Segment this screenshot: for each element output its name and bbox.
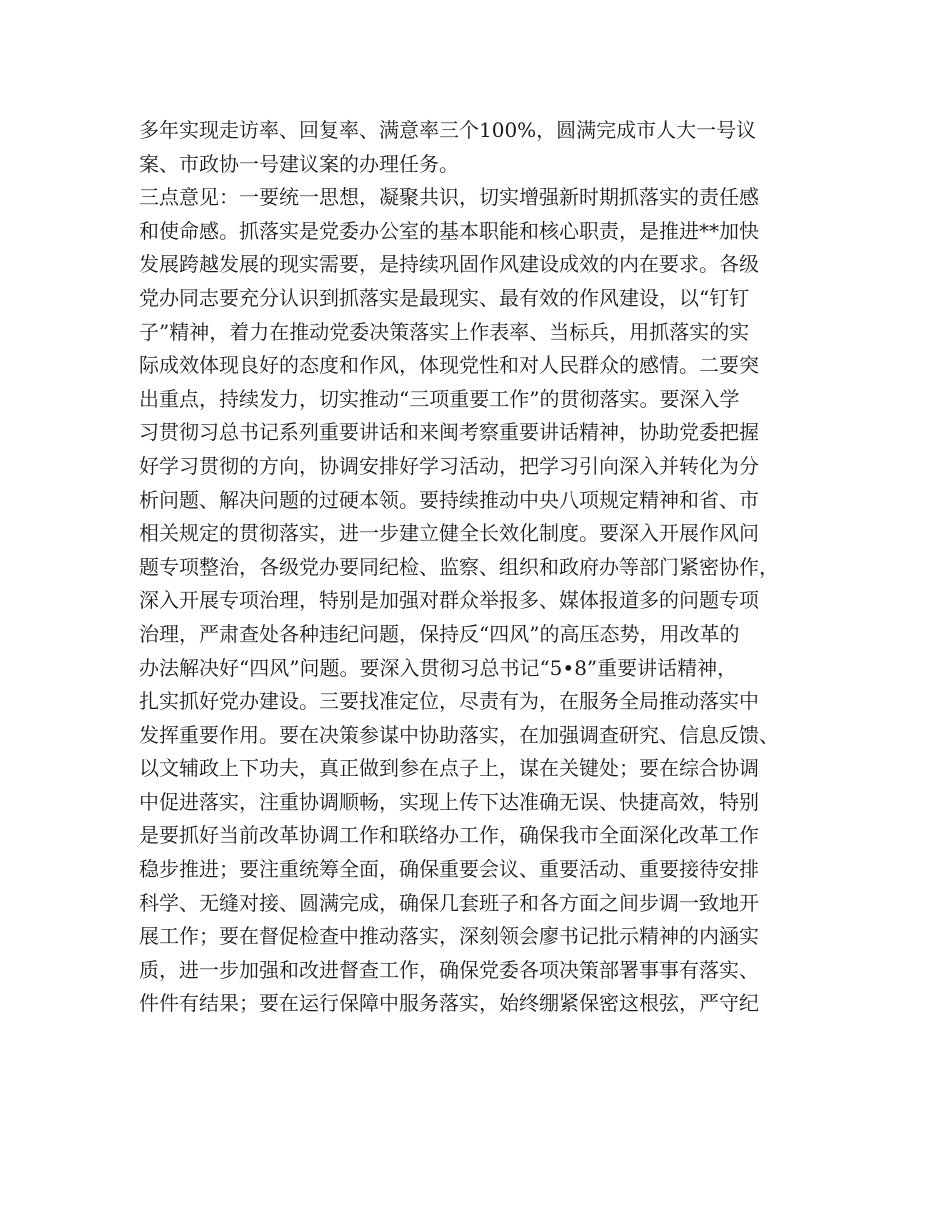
text-line: 治理，严肃查处各种违纪问题，保持反“四风”的高压态势，用改革的	[139, 621, 740, 646]
text-line: 子”精神，着力在推动党委决策落实上作表率、当标兵，用抓落实的实	[139, 319, 750, 344]
text-line: 扎实抓好党办建设。三要找准定位，尽责有为，在服务全局推动落实中	[139, 689, 759, 714]
text-line: 质，进一步加强和改进督查工作，确保党委各项决策部署事事有落实、	[139, 957, 759, 982]
text-line: 展工作；要在督促检查中推动落实，深刻领会廖书记批示精神的内涵实	[139, 924, 759, 949]
body-text	[139, 114, 839, 1021]
text-line: 党办同志要充分认识到抓落实是最现实、最有效的作风建设，以“钉钉	[139, 285, 750, 310]
text-line: 好学习贯彻的方向，协调安排好学习活动，把学习引向深入并转化为分	[139, 453, 759, 478]
text-line: 中促进落实，注重协调顺畅，实现上传下达准确无误、快捷高效，特别	[139, 789, 759, 814]
text-line: 案、市政协一号建议案的办理任务。	[139, 151, 459, 176]
text-line: 和使命感。抓落实是党委办公室的基本职能和核心职责，是推进**加快	[139, 218, 759, 243]
text-line: 深入开展专项治理，特别是加强对群众举报多、媒体报道多的问题专项	[139, 588, 759, 613]
text-line: 题专项整治，各级党办要同纪检、监察、组织和政府办等部门紧密协作，	[139, 554, 779, 579]
text-line: 多年实现走访率、回复率、满意率三个100%，圆满完成市人大一号议	[139, 118, 757, 142]
text-line: 科学、无缝对接、圆满完成，确保几套班子和各方面之间步调一致地开	[139, 890, 759, 915]
text-line: 件件有结果；要在运行保障中服务落实，始终绷紧保密这根弦，严守纪	[139, 991, 759, 1016]
text-line: 以文辅政上下功夫，真正做到参在点子上，谋在关键处；要在综合协调	[139, 756, 759, 781]
text-line: 际成效体现良好的态度和作风，体现党性和对人民群众的感情。二要突	[139, 353, 759, 378]
text-line: 三点意见：一要统一思想，凝聚共识，切实增强新时期抓落实的责任感	[139, 185, 759, 210]
text-line: 发挥重要作用。要在决策参谋中协助落实，在加强调查研究、信息反馈、	[139, 722, 779, 747]
text-line: 稳步推进；要注重统筹全面，确保重要会议、重要活动、重要接待安排	[139, 857, 759, 882]
text-line: 习贯彻习总书记系列重要讲话和来闽考察重要讲话精神，协助党委把握	[139, 420, 759, 445]
text-line: 办法解决好“四风”问题。要深入贯彻习总书记“5•8”重要讲话精神，	[139, 655, 738, 680]
text-line: 相关规定的贯彻落实，进一步建立健全长效化制度。要深入开展作风问	[139, 521, 759, 546]
text-line: 出重点，持续发力，切实推动“三项重要工作”的贯彻落实。要深入学	[139, 386, 740, 411]
text-line: 是要抓好当前改革协调工作和联络办工作，确保我市全面深化改革工作	[139, 823, 759, 848]
text-line: 发展跨越发展的现实需要，是持续巩固作风建设成效的内在要求。各级	[139, 252, 759, 277]
text-line: 析问题、解决问题的过硬本领。要持续推动中央八项规定精神和省、市	[139, 487, 759, 512]
